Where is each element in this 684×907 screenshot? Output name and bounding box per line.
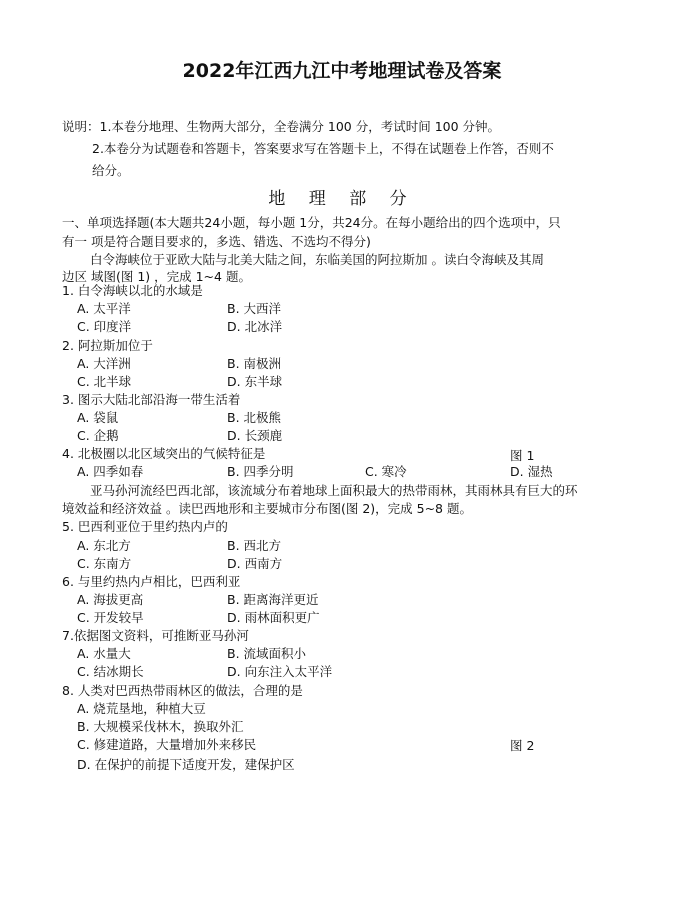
instructions-line-3: 给分。 xyxy=(92,163,130,178)
question-8-option-d: D. 在保护的前提下适度开发，建保护区 xyxy=(77,757,295,772)
question-8-option-a: A. 烧荒垦地，种植大豆 xyxy=(77,701,206,716)
question-7: 7.依据图文资料，可推断亚马孙河 xyxy=(62,628,249,643)
question-2-option-b: B. 南极洲 xyxy=(227,356,282,371)
question-3-option-a: A. 袋鼠 xyxy=(77,410,119,425)
question-7-option-d: D. 向东注入太平洋 xyxy=(227,664,333,679)
question-4-option-d: D. 湿热 xyxy=(510,464,553,479)
question-7-option-c: C. 结冰期长 xyxy=(77,664,144,679)
question-6-option-d: D. 雨林面积更广 xyxy=(227,610,320,625)
question-1: 1. 白令海峡以北的水域是 xyxy=(62,283,203,298)
intro-passage-1-line-2: 边区 域图(图 1) ，完成 1~4 题。 xyxy=(62,269,251,284)
question-6: 6. 与里约热内卢相比，巴西利亚 xyxy=(62,574,241,589)
question-5-option-a: A. 东北方 xyxy=(77,538,131,553)
intro-passage-1-line-1: 白令海峡位于亚欧大陆与北美大陆之间，东临美国的阿拉斯加 。读白令海峡及其周 xyxy=(90,252,544,267)
question-8-option-b: B. 大规模采伐林木，换取外汇 xyxy=(77,719,244,734)
question-4-option-a: A. 四季如春 xyxy=(77,464,144,479)
question-4: 4. 北极圈以北区域突出的气候特征是 xyxy=(62,446,266,461)
question-4-option-b: B. 四季分明 xyxy=(227,464,294,479)
question-5-option-c: C. 东南方 xyxy=(77,556,132,571)
question-6-option-a: A. 海拔更高 xyxy=(77,592,144,607)
question-2-option-c: C. 北半球 xyxy=(77,374,132,389)
part1-heading-line-2: 有一 项是符合题目要求的，多选、错选、不选均不得分) xyxy=(62,234,371,249)
question-3-option-b: B. 北极熊 xyxy=(227,410,282,425)
intro-passage-2-line-1: 亚马孙河流经巴西北部，该流域分布着地球上面积最大的热带雨林，其雨林具有巨大的环 xyxy=(90,483,578,498)
part1-heading-line-1: 一、单项选择题(本大题共24小题，每小题 1分，共24分。在每小题给出的四个选项中，只 xyxy=(62,215,561,230)
question-3-option-c: C. 企鹅 xyxy=(77,428,119,443)
question-1-option-a: A. 太平洋 xyxy=(77,301,131,316)
question-2-option-a: A. 大洋洲 xyxy=(77,356,131,371)
document-title: 2022年江西九江中考地理试卷及答案 xyxy=(182,60,502,82)
figure-2-label: 图 2 xyxy=(510,738,535,753)
question-1-option-d: D. 北冰洋 xyxy=(227,319,283,334)
question-4-option-c: C. 寒冷 xyxy=(365,464,407,479)
question-2: 2. 阿拉斯加位于 xyxy=(62,338,153,353)
question-8: 8. 人类对巴西热带雨林区的做法，合理的是 xyxy=(62,683,303,698)
instructions-line-2: 2.本卷分为试题卷和答题卡，答案要求写在答题卡上，不得在试题卷上作答，否则不 xyxy=(92,141,554,156)
question-5-option-b: B. 西北方 xyxy=(227,538,282,553)
intro-passage-2-line-2: 境效益和经济效益 。读巴西地形和主要城市分布图(图 2)，完成 5~8 题。 xyxy=(62,501,472,516)
question-6-option-c: C. 开发较早 xyxy=(77,610,144,625)
question-1-option-b: B. 大西洋 xyxy=(227,301,282,316)
question-5: 5. 巴西利亚位于里约热内卢的 xyxy=(62,519,228,534)
question-1-option-c: C. 印度洋 xyxy=(77,319,132,334)
figure-1-label: 图 1 xyxy=(510,448,535,463)
question-6-option-b: B. 距离海洋更近 xyxy=(227,592,319,607)
question-2-option-d: D. 东半球 xyxy=(227,374,283,389)
question-3: 3. 图示大陆北部沿海一带生活着 xyxy=(62,392,241,407)
section-title: 地 理 部 分 xyxy=(268,189,416,209)
instructions-line-1: 说明：1.本卷分地理、生物两大部分，全卷满分 100 分，考试时间 100 分钟。 xyxy=(62,119,501,134)
question-7-option-a: A. 水量大 xyxy=(77,646,131,661)
question-8-option-c: C. 修建道路，大量增加外来移民 xyxy=(77,737,257,752)
question-5-option-d: D. 西南方 xyxy=(227,556,283,571)
question-7-option-b: B. 流域面积小 xyxy=(227,646,307,661)
question-3-option-d: D. 长颈鹿 xyxy=(227,428,283,443)
